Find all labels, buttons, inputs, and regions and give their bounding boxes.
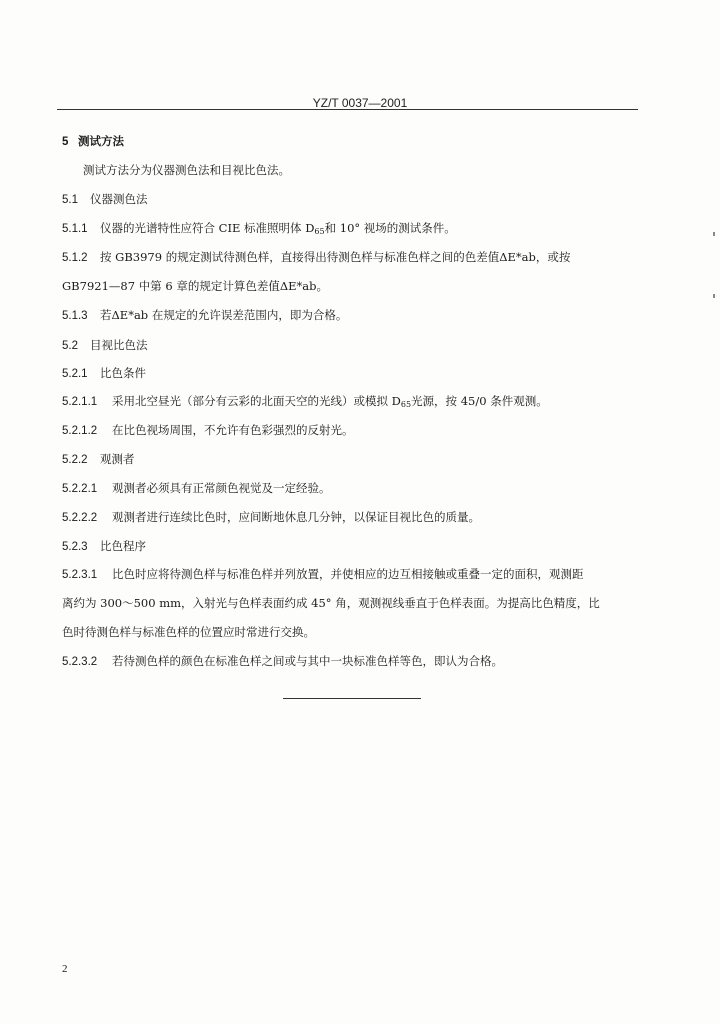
scan-edge-mark	[713, 232, 715, 236]
document-code: YZ/T 0037—2001	[312, 96, 408, 110]
clause-number: 5.1.3	[62, 310, 88, 322]
clause-line	[62, 394, 548, 412]
clause-line	[62, 338, 148, 353]
clause-text: 比色程序	[100, 539, 146, 553]
text-line	[62, 279, 328, 293]
clause-line	[62, 539, 146, 554]
clause-number: 5.2.3.2	[62, 656, 98, 668]
clause-number: 5	[62, 136, 69, 148]
clause-text: 比色条件	[100, 366, 146, 380]
clause-line	[62, 567, 584, 582]
clause-number: 5.2.3.1	[62, 569, 98, 581]
clause-text: 仪器的光谱特性应符合 CIE 标准照明体 D	[100, 221, 315, 235]
clause-number: 5.2.2.1	[62, 483, 98, 495]
clause-text: 在比色视场周围，不允许有色彩强烈的反射光。	[112, 423, 354, 437]
clause-text: 光源，按 45/0 条件观测。	[411, 394, 548, 408]
clause-number: 5.2.1.1	[62, 396, 98, 408]
subscript: 65	[400, 400, 412, 409]
clause-text: 观测者必须具有正常颜色视觉及一定经验。	[112, 481, 331, 495]
clause-number: 5.2.2.2	[62, 512, 98, 524]
clause-text: 和 10° 视场的测试条件。	[324, 221, 456, 235]
page-number: 2	[62, 963, 68, 975]
text-line	[62, 625, 315, 639]
text-line	[62, 596, 600, 610]
clause-number: 5.1.1	[62, 223, 88, 235]
clause-text: 若待测色样的颜色在标准色样之间或与其中一块标准色样等色，即认为合格。	[112, 654, 503, 668]
clause-line	[62, 134, 124, 149]
clause-number: 5.1.2	[62, 252, 88, 264]
clause-number: 5.2.1.2	[62, 425, 98, 437]
clause-text: 观测者进行连续比色时，应间断地休息几分钟，以保证目视比色的质量。	[112, 510, 480, 524]
clause-number: 5.2.3	[62, 541, 88, 553]
header-rule	[57, 109, 638, 110]
clause-line	[62, 654, 503, 669]
clause-line	[62, 510, 480, 525]
clause-line	[62, 366, 146, 381]
clause-line	[62, 250, 570, 265]
clause-text: 目视比色法	[90, 338, 148, 352]
subscript: 65	[314, 227, 325, 236]
clause-line	[62, 481, 331, 496]
clause-text: 仪器测色法	[90, 192, 148, 206]
clause-text: 观测者	[100, 452, 135, 466]
clause-text: 比色时应将待测色样与标准色样并列放置，并使相应的边互相接触或重叠一定的面积，观测距	[112, 567, 584, 581]
clause-text: 测试方法	[78, 134, 124, 148]
clause-number: 5.1	[62, 194, 78, 206]
clause-text: 离约为 300～500 mm，入射光与色样表面约成 45° 角，观测视线垂直于色样表面。为提高比色精度，比	[62, 596, 600, 610]
text-line	[83, 163, 290, 177]
clause-line	[62, 221, 456, 239]
end-rule	[283, 698, 421, 699]
clause-line	[62, 452, 135, 467]
scan-edge-mark	[713, 294, 715, 298]
clause-number: 5.2.2	[62, 454, 88, 466]
clause-number: 5.2.1	[62, 368, 88, 380]
clause-text: 按 GB3979 的规定测试待测色样，直接得出待测色样与标准色样之间的色差值ΔE*ab，或按	[100, 250, 571, 264]
clause-line	[62, 192, 148, 207]
clause-line	[62, 423, 354, 438]
clause-text: 测试方法分为仪器测色法和目视比色法。	[83, 163, 290, 177]
clause-text: 色时待测色样与标准色样的位置应时常进行交换。	[62, 625, 315, 639]
clause-text: GB7921—87 中第 6 章的规定计算色差值ΔE*ab。	[62, 279, 328, 293]
clause-text: 若ΔE*ab 在规定的允许误差范围内，即为合格。	[100, 308, 348, 322]
clause-line	[62, 308, 347, 323]
clause-text: 采用北空昼光（部分有云彩的北面天空的光线）或模拟 D	[112, 394, 401, 408]
clause-number: 5.2	[62, 340, 78, 352]
